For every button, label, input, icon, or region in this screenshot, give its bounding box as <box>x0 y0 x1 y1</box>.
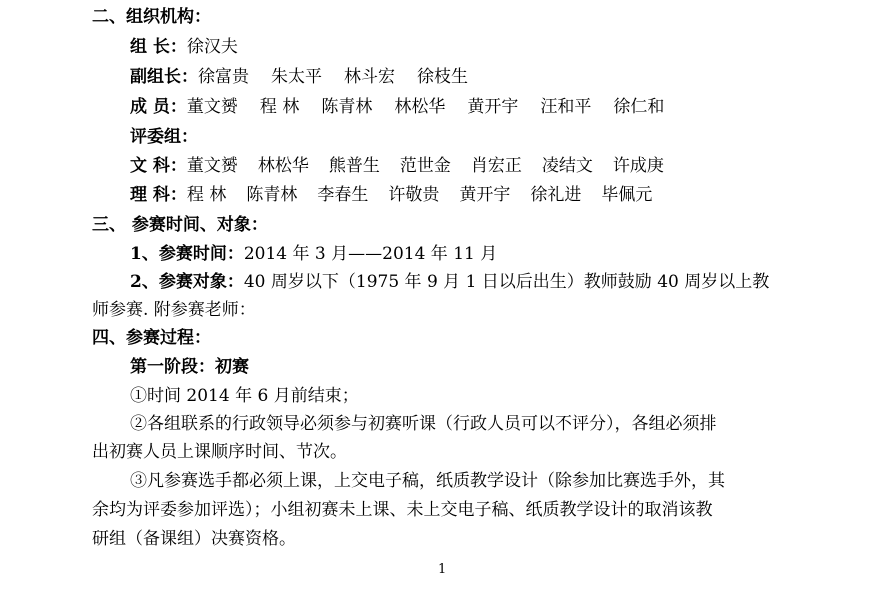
process-item-3: ③凡参赛选手都必须上课，上交电子稿，纸质教学设计（除参加比赛选手外，其 <box>130 471 725 491</box>
member-name: 黄开宇 <box>467 97 519 117</box>
deputy-name: 徐富贵 <box>198 67 249 87</box>
arts-judge-name: 凌结文 <box>541 156 593 176</box>
member-name: 董文赟 <box>186 97 238 117</box>
target-row <box>130 271 769 293</box>
arts-judge-name: 熊普生 <box>328 156 380 176</box>
science-judge-name: 黄开宇 <box>459 185 511 205</box>
science-judge-name: 陈青林 <box>246 185 298 205</box>
judges-label: 评委组： <box>130 127 198 147</box>
time-value: 2014 年 3 月——2014 年 11 月 <box>243 244 498 264</box>
time-row <box>130 243 497 265</box>
target-label: 2、参赛对象： <box>130 272 244 292</box>
process-item-1: ①时间 2014 年 6 月前结束； <box>130 386 359 406</box>
leader-name: 徐汉夫 <box>186 37 238 57</box>
arts-judge-name: 范世金 <box>399 156 451 176</box>
deputy-row <box>130 66 468 88</box>
process-item-3-continued: 余均为评委参加评选）；小组初赛未上课、未上交电子稿、纸质教学设计的取消该教 <box>92 500 713 520</box>
arts-judge-name: 肖宏正 <box>470 156 522 176</box>
page-number: 1 <box>438 562 447 577</box>
section-heading-process: 四、参赛过程： <box>92 328 211 348</box>
stage-1-title: 第一阶段：初赛 <box>130 357 249 377</box>
section-heading-time: 三、 参赛时间、对象： <box>92 215 268 235</box>
target-value: 40 周岁以下（1975 年 9 月 1 日以后出生）教师鼓励 40 周岁以上教 <box>243 272 770 292</box>
members-label: 成 员： <box>130 97 187 117</box>
science-judge-name: 李春生 <box>317 185 369 205</box>
science-label: 理 科： <box>130 185 187 205</box>
deputy-label: 副组长： <box>130 67 198 87</box>
science-judge-name: 徐礼进 <box>530 185 582 205</box>
leader-row <box>130 36 238 58</box>
deputy-name: 林斗宏 <box>344 67 395 87</box>
arts-judge-name: 董文赟 <box>186 156 238 176</box>
arts-judge-name: 许成庚 <box>612 156 664 176</box>
member-name: 程 林 <box>259 97 300 117</box>
members-row <box>130 96 664 118</box>
science-judge-name: 许敬贵 <box>388 185 440 205</box>
process-item-2: ②各组联系的行政领导必须参与初赛听课（行政人员可以不评分），各组必须排 <box>130 414 717 434</box>
arts-judge-name: 林松华 <box>257 156 309 176</box>
time-label: 1、参赛时间： <box>130 244 244 264</box>
deputy-name: 徐枝生 <box>417 67 468 87</box>
science-judge-name: 毕佩元 <box>601 185 653 205</box>
process-item-3-continued: 研组（备课组）决赛资格。 <box>92 529 296 549</box>
science-judge-name: 程 林 <box>186 185 227 205</box>
member-name: 林松华 <box>394 97 446 117</box>
section-heading-org: 二、组织机构： <box>92 7 211 27</box>
process-item-2-continued: 出初赛人员上课顺序时间、节次。 <box>92 442 347 462</box>
arts-row <box>130 155 664 177</box>
science-row <box>130 184 652 206</box>
member-name: 徐仁和 <box>613 97 665 117</box>
target-value-continued: 师参赛. 附参赛老师： <box>92 300 256 320</box>
deputy-name: 朱太平 <box>271 67 322 87</box>
arts-label: 文 科： <box>130 156 187 176</box>
member-name: 陈青林 <box>321 97 373 117</box>
member-name: 汪和平 <box>540 97 592 117</box>
leader-label: 组 长： <box>130 37 187 57</box>
